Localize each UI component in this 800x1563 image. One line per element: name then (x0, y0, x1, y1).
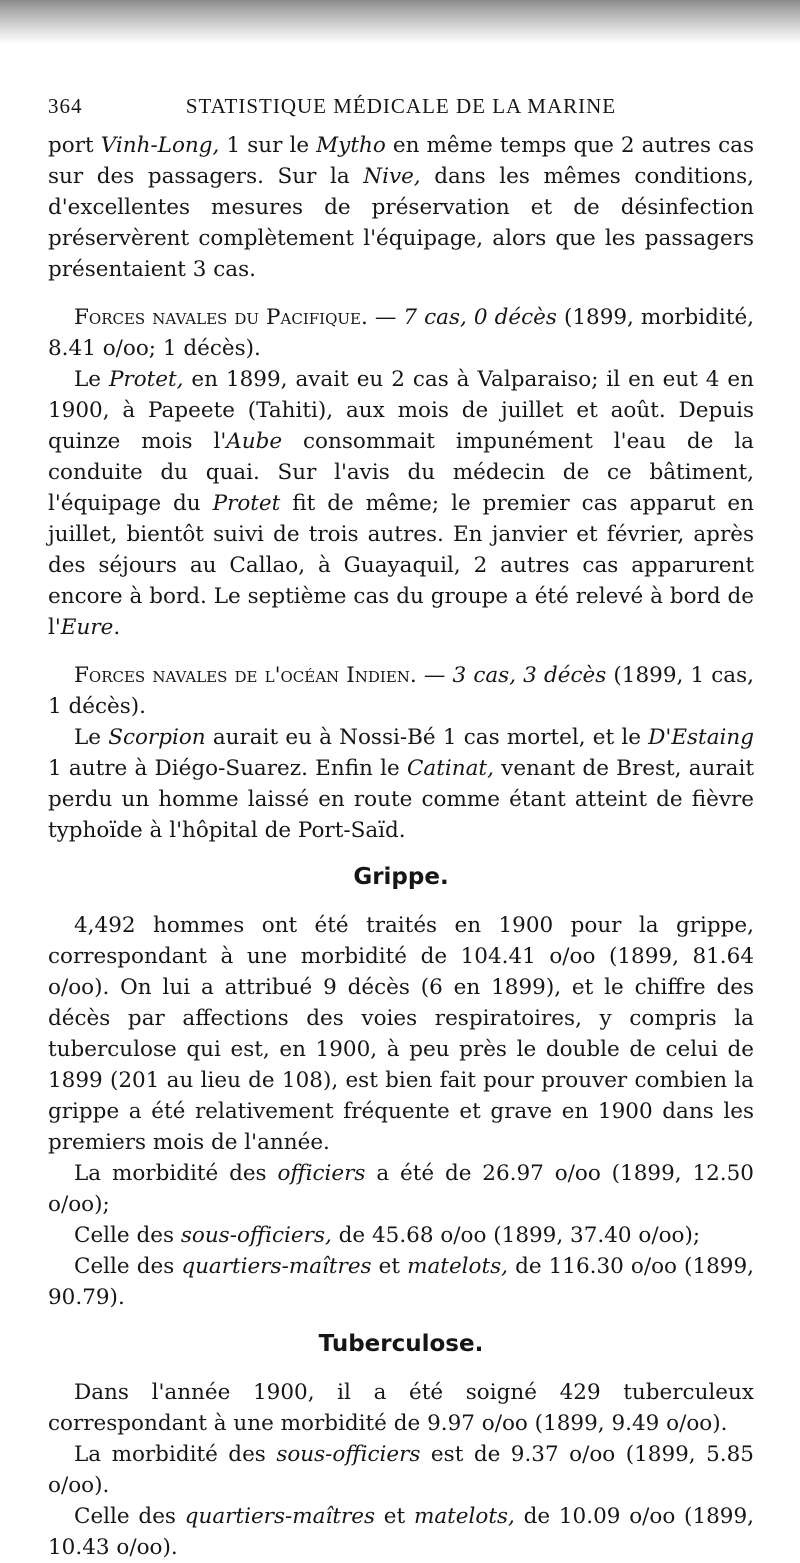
running-title: STATISTIQUE MÉDICALE DE LA MARINE (185, 94, 617, 118)
text-run: — (367, 305, 404, 330)
ship-name: Vinh-Long, (100, 133, 220, 158)
rank-name: officiers (277, 1161, 366, 1186)
text-run: consommait impunément l'eau de la conduite du quai. Sur l'avis du médecin de ce bâtiment, l'équipage du (48, 429, 754, 516)
text-run: en 1899, avait eu 2 cas à Valparaiso; il en eut 4 en 1900, à Papeete (Tahiti), aux mois de juillet et août. Depuis quinze mois l' (48, 367, 754, 454)
paragraph-matelots (48, 1251, 754, 1313)
rank-name: sous-officiers, (180, 1223, 332, 1248)
text-run: — (416, 663, 453, 688)
text-run: 1 sur le (219, 133, 317, 158)
paragraph-grippe: 4,492 hommes ont été traités en 1900 pour la grippe, correspondant à une morbidité de 104.41 o/oo (1899, 81.64 o/oo). On lui a attribué 9 décès (6 en 1899), et le chiffre des décès par affections des voies respiratoires, y compris la tuberculose qui est, en 1900, à peu près le double de celui de 1899 (201 au lieu de 108), est bien fait pour prouver combien la grippe a été relativement fréquente et grave en 1900 dans les premiers mois de l'année. (48, 913, 754, 1155)
book-page (48, 94, 754, 1563)
paragraph-protet (48, 364, 754, 643)
rank-name: matelots, (407, 1254, 508, 1279)
paragraph-officiers (48, 1158, 754, 1220)
section-title-grippe: Grippe. (353, 864, 449, 890)
text-run: La morbidité des (74, 1442, 277, 1467)
text-run: venant de Brest, aurait perdu un homme laissé en route comme étant atteint de fièvre typhoïde à l'hôpital de Port-Saïd. (48, 756, 754, 843)
text-run: et (375, 1504, 414, 1529)
text-run: 1 autre à Diégo-Suarez. Enfin le (48, 756, 407, 781)
page-number: 364 (48, 94, 83, 118)
text-run: La morbidité des (74, 1161, 278, 1186)
rank-name: matelots, (413, 1504, 515, 1529)
text-run: dans les mêmes conditions, d'excellentes mesures de préservation et de désinfection préservèrent complètement l'équipage, alors que les passagers présentaient 3 cas. (48, 164, 754, 282)
ship-name: Mytho (316, 133, 386, 158)
text-run: de 45.68 o/oo (1899, 37.40 o/oo); (331, 1223, 701, 1248)
ship-name: Aube (226, 429, 283, 454)
section-heading: Forces navales de l'océan Indien. (74, 663, 417, 688)
running-header (48, 94, 754, 124)
text-run: et (371, 1254, 408, 1279)
section-heading: Forces navales du Pacifique. (74, 305, 368, 330)
text-run: . (113, 615, 121, 640)
text-run: (1899, 1 cas, 1 décès). (48, 663, 754, 719)
text-run: Le (74, 367, 109, 392)
rank-name: quartiers-maîtres (184, 1504, 376, 1529)
section-title-tuberculose: Tuberculose. (318, 1331, 484, 1357)
ship-name: D'Estaing (648, 725, 754, 750)
ship-name: Scorpion (108, 725, 206, 750)
text-run: Celle des (74, 1504, 185, 1529)
text-run: a été de 26.97 o/oo (1899, 12.50 o/oo); (48, 1161, 754, 1217)
paragraph-scorpion (48, 722, 754, 846)
text-run: est de 9.37 o/oo (1899, 5.85 o/oo). (48, 1442, 754, 1498)
case-stats: 3 cas, 3 décès (452, 663, 607, 688)
text-run: Celle des (74, 1254, 182, 1279)
ship-name: Eure (60, 615, 114, 640)
text-run: Celle des (74, 1223, 181, 1248)
paragraph-continuation (48, 130, 754, 285)
paragraph-tuberculose: Dans l'année 1900, il a été soigné 429 tuberculeux correspondant à une morbidité de 9.97 o/oo (1899, 9.49 o/oo). (48, 1380, 754, 1436)
ship-name: Protet (212, 491, 281, 516)
paragraph-tb-sous-officiers (48, 1439, 754, 1501)
ship-name: Nive, (363, 164, 421, 189)
paragraph-tb-matelots (48, 1501, 754, 1563)
text-run: (1899, morbidité, 8.41 o/oo; 1 décès). (48, 305, 755, 361)
ship-name: Protet, (108, 367, 184, 392)
section-pacifique (48, 302, 754, 364)
paragraph-sous-officiers (48, 1220, 754, 1251)
section-indien (48, 660, 754, 722)
text-run: en même temps que 2 autres cas sur des passagers. Sur la (48, 133, 754, 189)
ship-name: Catinat, (406, 756, 494, 781)
rank-name: quartiers-maîtres (181, 1254, 372, 1279)
rank-name: sous-officiers (276, 1442, 421, 1467)
scan-edge-shadow (0, 0, 800, 44)
text-run: Le (74, 725, 109, 750)
text-run: de 116.30 o/oo (1899, 90.79). (48, 1254, 754, 1310)
text-run: aurait eu à Nossi-Bé 1 cas mortel, et le (205, 725, 649, 750)
text-run: fit de même; le premier cas apparut en juillet, bientôt suivi de trois autres. En janvier et février, après des séjours au Callao, à Guayaquil, 2 autres cas apparurent encore à bord. Le septième cas du groupe a été relevé à bord de l' (48, 491, 754, 640)
text-run: de 10.09 o/oo (1899, 10.43 o/oo). (48, 1504, 754, 1560)
case-stats: 7 cas, 0 décès (403, 305, 557, 330)
text-run: port (48, 133, 101, 158)
